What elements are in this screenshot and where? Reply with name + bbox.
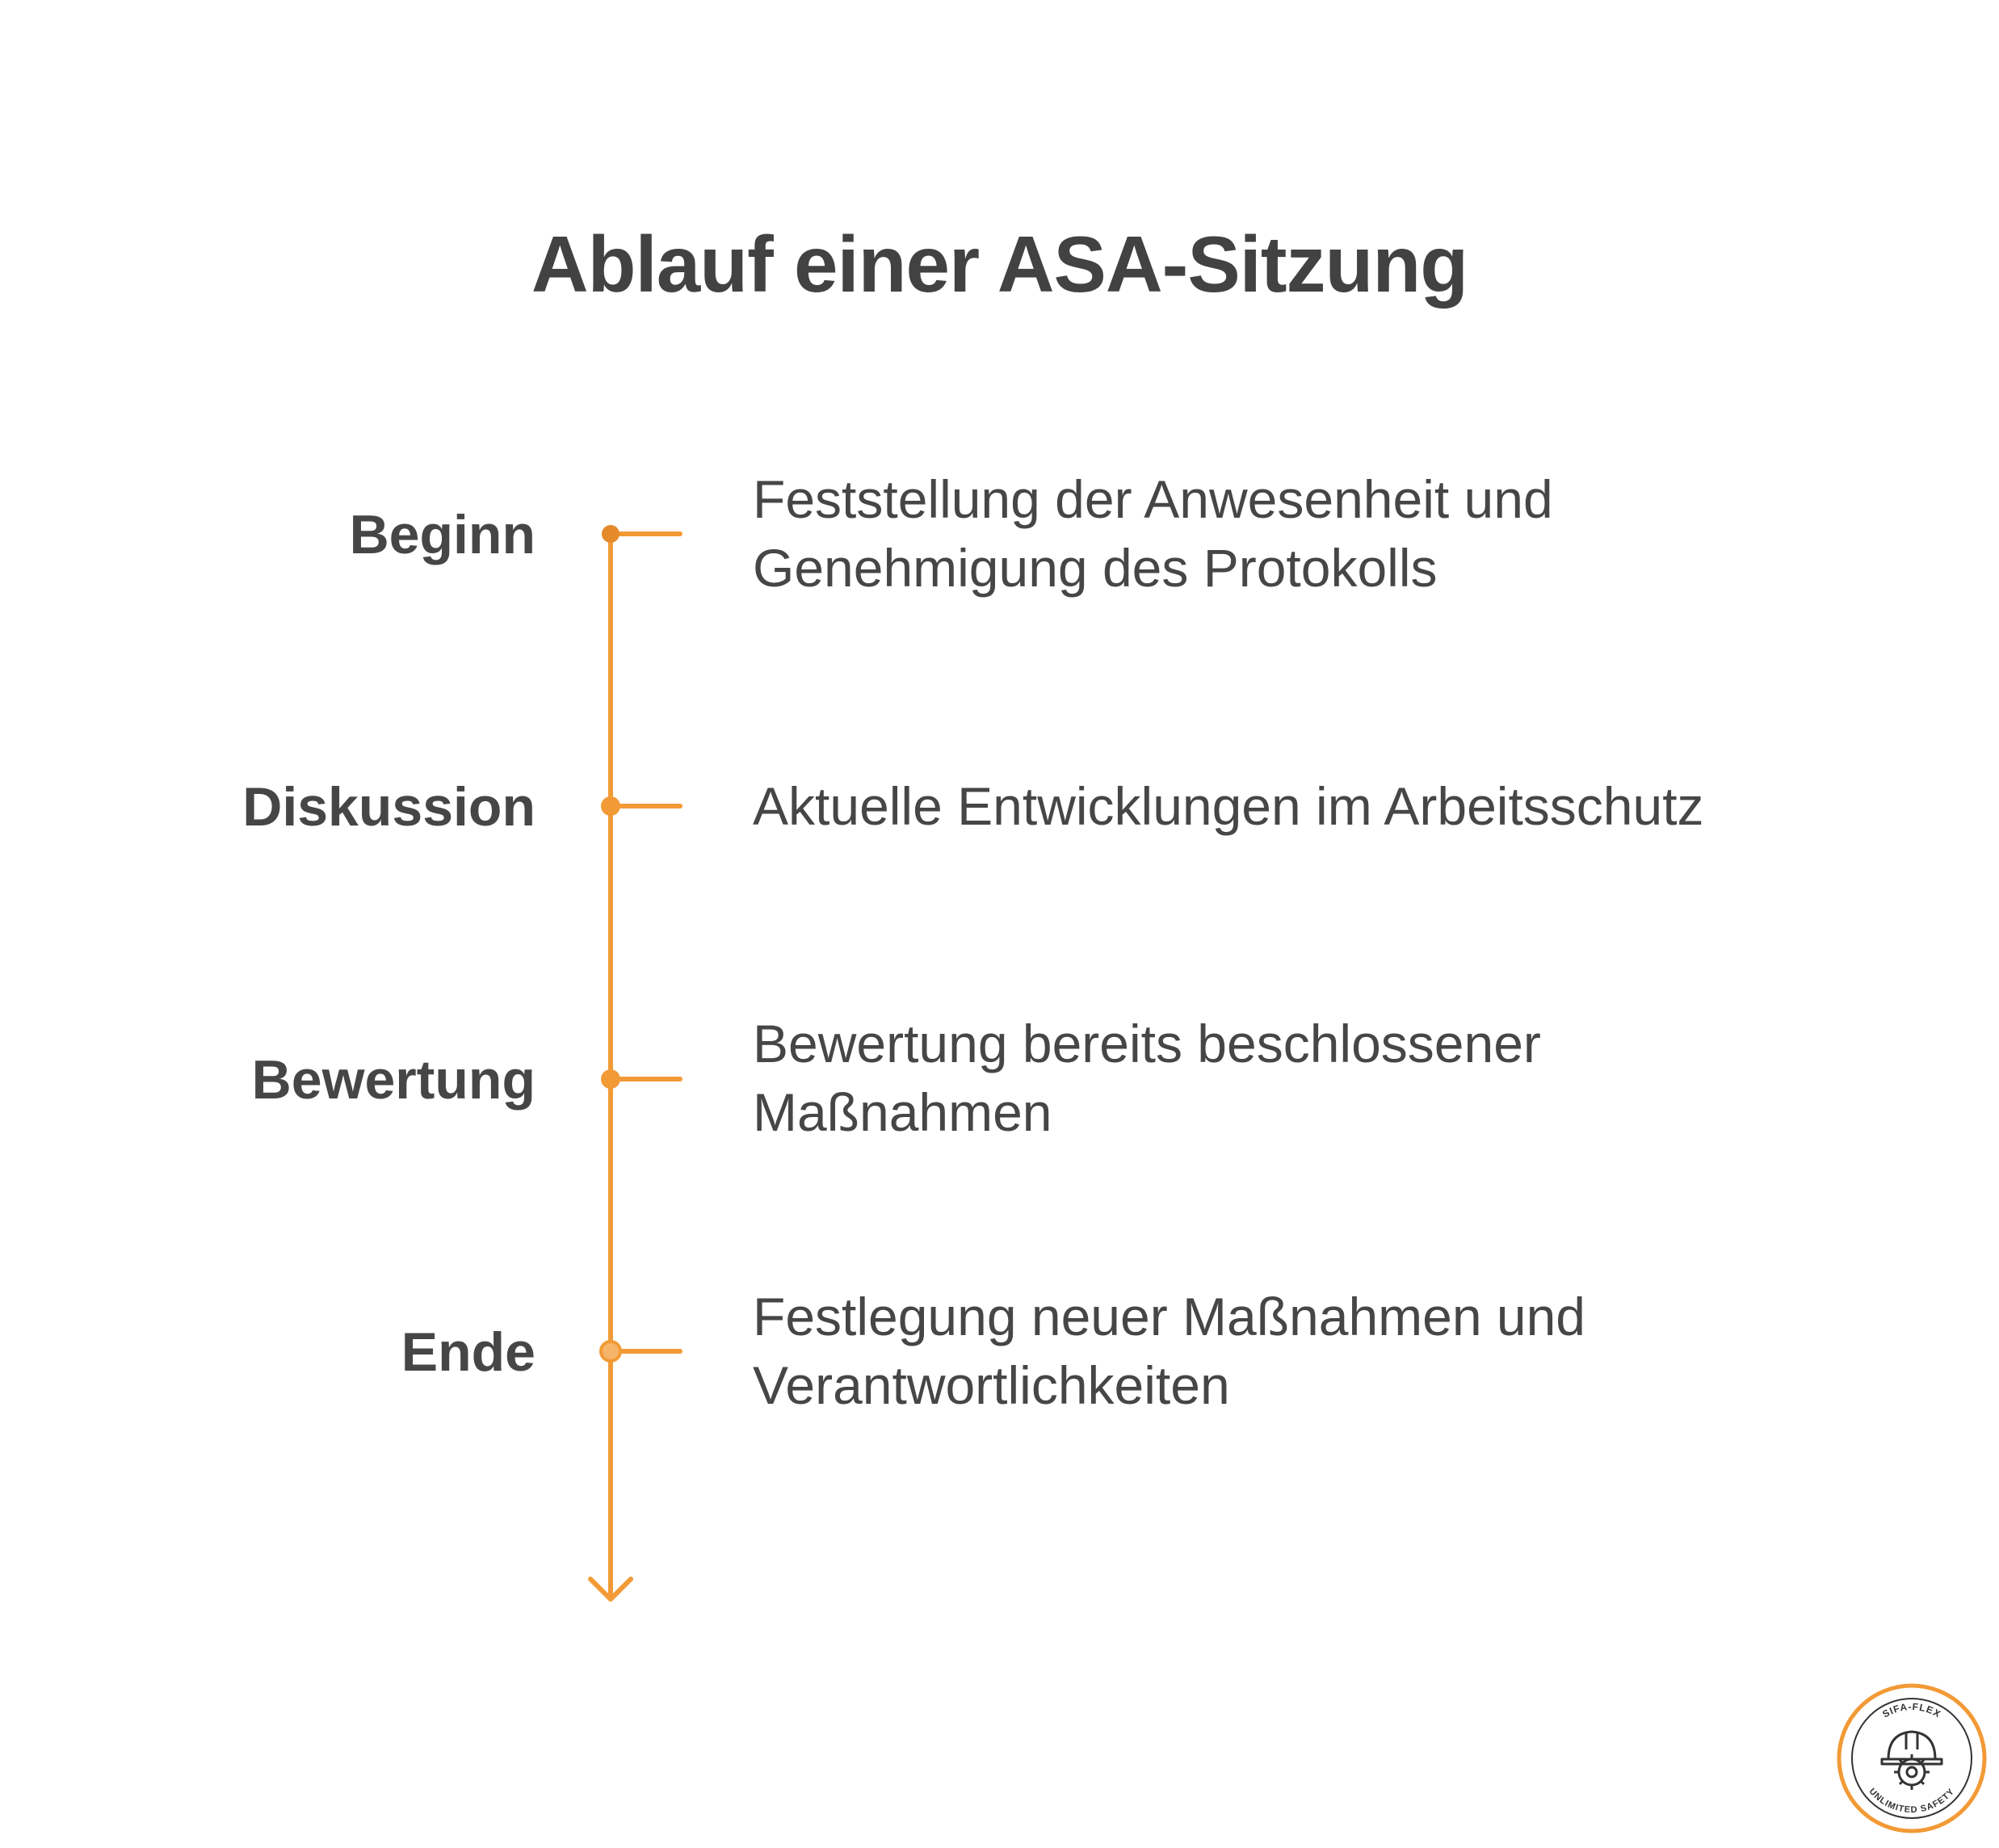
step-description-bewertung: Bewertung bereits beschlossener Maßnahmen [753,1014,1541,1142]
step-description-beginn: Feststellung der Anwesenheit und Genehmigung des Protokolls [753,469,1553,598]
timeline-node-4 [601,1342,680,1361]
timeline-node-2 [601,796,680,816]
logo-bottom-text: UNLIMITED SAFETY [1867,1786,1957,1816]
step-label-ende: Ende [401,1321,535,1383]
sifa-flex-logo [1835,1682,1989,1835]
step-description-diskussion: Aktuelle Entwicklungen im Arbeitsschutz [753,776,1704,836]
timeline-node-3 [601,1069,680,1089]
step-description-ende: Festlegung neuer Maßnahmen und Verantwortlichkeiten [753,1287,1585,1415]
step-label-bewertung: Bewertung [251,1049,535,1111]
timeline-node-1 [602,525,680,543]
page-title: Ablauf einer ASA-Sitzung [531,219,1468,309]
step-label-beginn: Beginn [349,504,535,565]
step-label-diskussion: Diskussion [242,776,535,838]
logo-top-text: SIFA-FLEX [1880,1700,1943,1720]
